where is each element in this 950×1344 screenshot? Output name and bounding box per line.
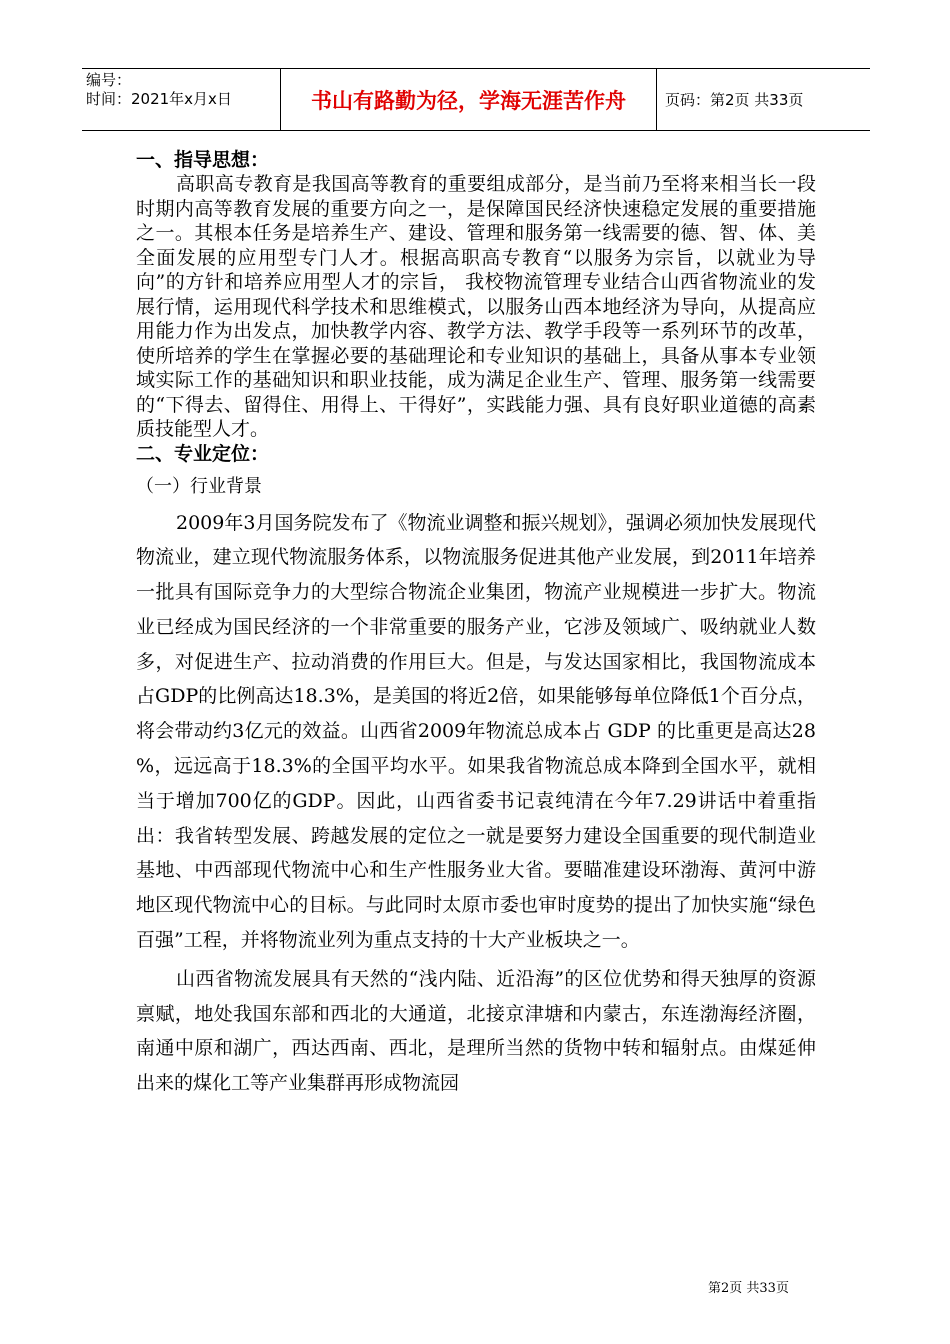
section-title-position: 二、专业定位： <box>136 442 270 465</box>
header-page-info: 页码：第2页 共33页 <box>665 91 804 109</box>
page-footer: 第2页 共33页 <box>708 1281 789 1296</box>
industry-subtitle: （一）行业背景 <box>136 475 262 497</box>
header-meta <box>82 69 281 130</box>
doc-date-label: 时间：2021年x月x日 <box>86 90 232 108</box>
guiding-paragraph: 高职高专教育是我国高等教育的重要组成部分，是当前乃至将来相当长一段时期内高等教育发展的重要方向之一，是保障国民经济快速稳定发展的重要措施之一。其根本任务是培养生产、建设、管理和服务第一线需要的德、智、体、美全面发展的应用型专门人才。根据高职高专教育“以服务为宗旨，以就业为导向”的方针和培养应用型人才的宗旨， 我校物流管理专业结合山西省物流业的发展行情，运用现代科学技术和思维模式，以服务山西本地经济为导向，从提高应用能力作为出发点，加快教学内容、教学方法、教学手段等一系列环节的改革，使所培养的学生在掌握必要的基础理论和专业知识的基础上，具备从事本专业领域实际工作的基础知识和职业技能，成为满足企业生产、管理、服务第一线需要的“下得去、留得住、用得上、干得好”，实践能力强、具有良好职业道德的高素质技能型人才。 <box>136 173 816 440</box>
industry-paragraph-2: 山西省物流发展具有天然的“浅内陆、近沿海”的区位优势和得天独厚的资源禀赋，地处我国东部和西北的大通道，北接京津塘和内蒙古，东连渤海经济圈，南通中原和湖广，西达西南、西北，是理所当然的货物中转和辐射点。由煤延伸出来的煤化工等产业集群再形成物流园 <box>136 967 816 1095</box>
industry-paragraph-1: 2009年3月国务院发布了《物流业调整和振兴规划》，强调必须加快发展现代物流业，建立现代物流服务体系，以物流服务促进其他产业发展，到2011年培养一批具有国际竞争力的大型综合物流企业集团，物流产业规模进一步扩大。物流业已经成为国民经济的一个非常重要的服务产业，它涉及领域广、吸纳就业人数多，对促进生产、拉动消费的作用巨大。但是，与发达国家相比，我国物流成本占GDP的比例高达18.3%，是美国的将近2倍，如果能够每单位降低1个百分点，将会带动约3亿元的效益。山西省2009年物流总成本占 GDP 的比重更是高达28 %，远远高于18.3%的全国平均水平。如果我省物流总成本降到全国水平，就相当于增加700亿的GDP。因此，山西省委书记袁纯清在今年7.29讲话中着重指出：我省转型发展、跨越发展的定位之一就是要努力建设全国重要的现代制造业基地、中西部现代物流中心和生产性服务业大省。要瞄准建设环渤海、黄河中游地区现代物流中心的目标。与此同时太原市委也审时度势的提出了加快实施“绿色百强”工程，并将物流业列为重点支持的十大产业板块之一。 <box>136 511 816 952</box>
page-header <box>82 68 870 131</box>
section-title-guiding: 一、指导思想： <box>136 149 270 171</box>
document-body <box>136 148 816 1101</box>
doc-code-label: 编号： <box>86 71 132 89</box>
header-motto: 书山有路勤为径，学海无涯苦作舟 <box>281 69 657 130</box>
